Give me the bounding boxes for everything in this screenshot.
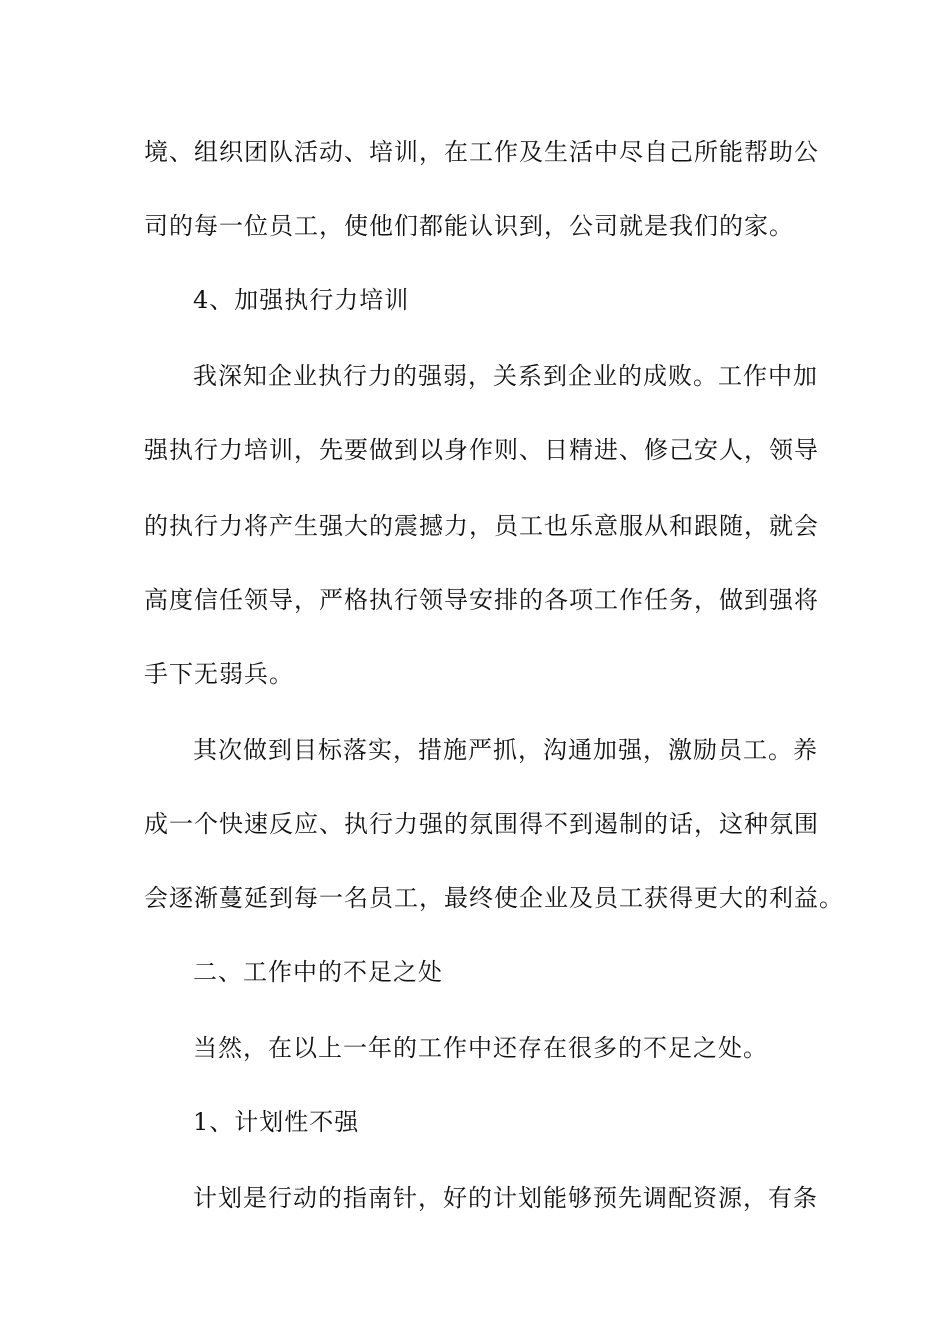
paragraph-line: 会逐渐蔓延到每一名员工，最终使企业及员工获得更大的利益。 xyxy=(144,884,844,912)
paragraph-line: 境、组织团队活动、培训，在工作及生活中尽自己所能帮助公 xyxy=(144,138,819,166)
paragraph-line: 的执行力将产生强大的震撼力，员工也乐意服从和跟随，就会 xyxy=(144,512,819,540)
paragraph-line: 我深知企业执行力的强弱，关系到企业的成败。工作中加 xyxy=(193,362,818,390)
paragraph-line: 手下无弱兵。 xyxy=(144,660,294,688)
paragraph-line: 当然，在以上一年的工作中还存在很多的不足之处。 xyxy=(193,1034,768,1062)
section-heading: 1、计划性不强 xyxy=(193,1108,360,1136)
paragraph-line: 高度信任领导，严格执行领导安排的各项工作任务，做到强将 xyxy=(144,586,819,614)
paragraph-line: 其次做到目标落实，措施严抓，沟通加强，激励员工。养 xyxy=(193,736,818,764)
section-heading: 4、加强执行力培训 xyxy=(193,286,410,314)
paragraph-line: 成一个快速反应、执行力强的氛围得不到遏制的话，这种氛围 xyxy=(144,810,819,838)
paragraph-line: 计划是行动的指南针，好的计划能够预先调配资源，有条 xyxy=(193,1184,818,1212)
section-heading: 二、工作中的不足之处 xyxy=(193,958,443,986)
paragraph-line: 强执行力培训，先要做到以身作则、日精进、修己安人，领导 xyxy=(144,436,819,464)
paragraph-line: 司的每一位员工，使他们都能认识到，公司就是我们的家。 xyxy=(144,212,794,240)
